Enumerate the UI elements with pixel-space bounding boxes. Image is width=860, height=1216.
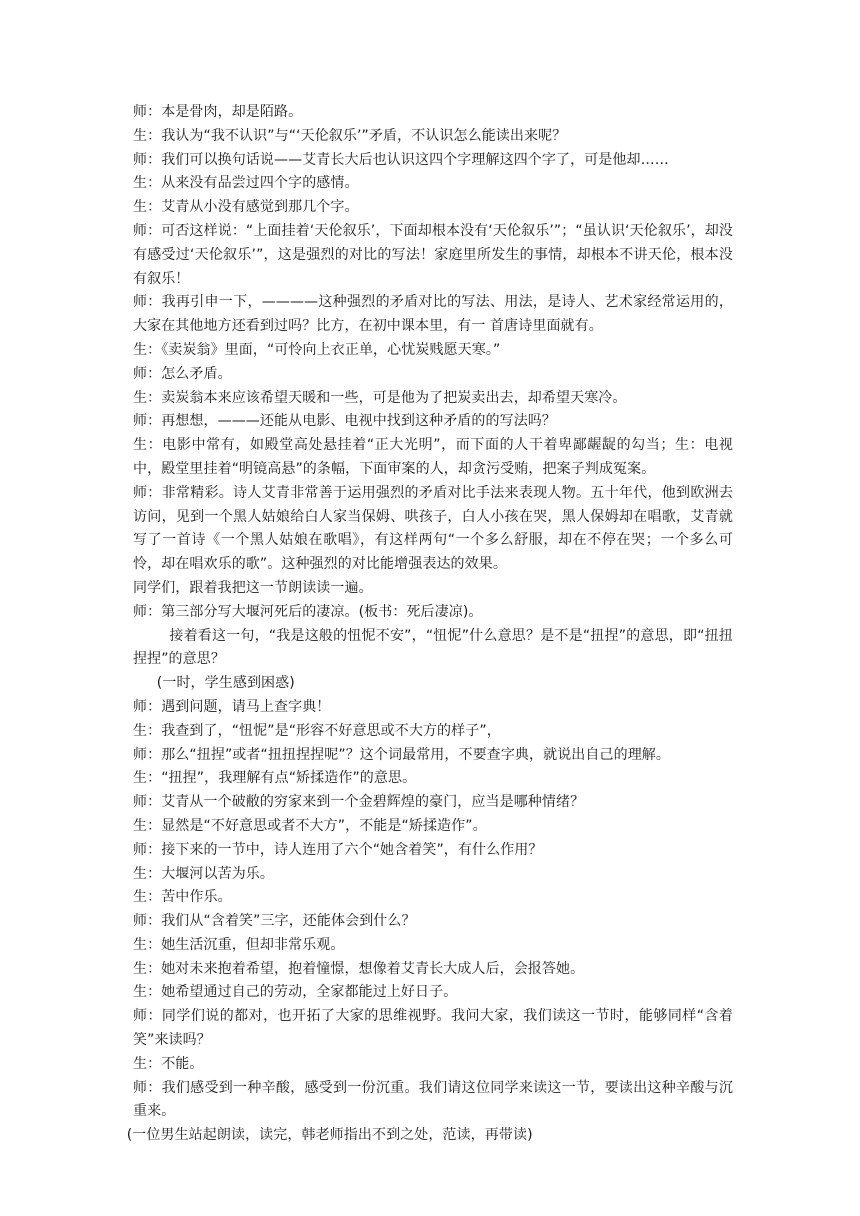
- paragraph: 生：我查到了，“忸怩”是“形容不好意思或不大方的样子”，: [133, 722, 501, 739]
- paragraph: 同学们，跟着我把这一节朗读读一遍。: [133, 579, 373, 596]
- paragraph: 师：同学们说的都对，也开拓了大家的思维视野。我问大家，我们读这一节时，能够同样“含着笑”来读吗？: [133, 1008, 733, 1049]
- paragraph: 生：《卖炭翁》里面，“可怜向上衣正单，心忧炭贱愿天寒。”: [133, 341, 501, 358]
- paragraph: 生：卖炭翁本来应该希望天暖和一些，可是他为了把炭卖出去，却希望天寒冷。: [133, 389, 627, 406]
- paragraph: 师：我们可以换句话说——艾青长大后也认识这四个字理解这四个字了，可是他却……: [133, 151, 669, 168]
- paragraph: 生：不能。: [133, 1055, 204, 1072]
- paragraph: 生：我认为“我不认识”与“‘天伦叙乐’”矛盾，不认识怎么能读出来呢？: [133, 127, 567, 144]
- paragraph: 师：艾青从一个破敝的穷家来到一个金碧辉煌的豪门，应当是哪种情绪？: [133, 794, 585, 811]
- paragraph: 师：本是骨肉，却是陌路。: [133, 104, 303, 120]
- paragraph: 师：第三部分写大堰河死后的凄凉。(板书：死后凄凉)。: [133, 603, 483, 620]
- paragraph: 生：艾青从小没有感觉到那几个字。: [133, 199, 359, 216]
- paragraph: 生：电影中常有，如殿堂高处悬挂着“正大光明”，而下面的人干着卑鄙龌龊的勾当；生：电视中，殿堂里挂着“明镜高悬”的条幅，下面审案的人，却贪污受贿，把案子判成冤案。: [133, 437, 733, 477]
- paragraph: 师：我们感受到一种辛酸，感受到一份沉重。我们请这位同学来读这一节，要读出这种辛酸与沉重来。: [133, 1079, 733, 1120]
- paragraph: 师：再想想，———还能从电影、电视中找到这种矛盾的的写法吗？: [133, 413, 556, 430]
- paragraph: 生：“扭捏”，我理解有点“矫揉造作”的意思。: [133, 770, 417, 787]
- paragraph: 生：显然是“不好意思或者不大方”，不能是“矫揉造作”。: [133, 817, 487, 834]
- paragraph: 生：她对未来抱着希望，抱着憧憬，想像着艾青长大成人后，会报答她。: [133, 960, 585, 977]
- paragraph: 师：那么“扭捏”或者“扭扭捏捏呢”？这个词最常用，不要查字典，就说出自己的理解。: [133, 746, 671, 763]
- paragraph: 生：她希望通过自己的劳动，全家都能过上好日子。: [133, 984, 458, 1001]
- paragraph: 师：我们从“含着笑”三字，还能体会到什么？: [133, 913, 416, 930]
- paragraph: 生：大堰河以苦为乐。: [133, 865, 274, 882]
- paragraph: 师：可否这样说：“上面挂着‘天伦叙乐’，下面却根本没有‘天伦叙乐’”；“虽认识‘天伦叙乐’，却没有感受过‘天伦叙乐’”，这是强烈的对比的写法！家庭里所发生的事情，却根本不讲天伦，根本没有叙乐！: [133, 222, 733, 287]
- stage-note: (一位男生站起朗读，读完，韩老师指出不到之处，范读，再带读): [126, 1127, 533, 1144]
- lesson-transcript: [126, 101, 733, 1148]
- paragraph: 生：从来没有品尝过四个字的感情。: [133, 175, 359, 192]
- paragraph: 生：苦中作乐。: [133, 889, 232, 906]
- paragraph: 生：她生活沉重，但却非常乐观。: [133, 936, 345, 953]
- paragraph: 师：非常精彩。诗人艾青非常善于运用强烈的矛盾对比手法来表现人物。五十年代，他到欧洲去访问，见到一个黑人姑娘给白人家当保姆、哄孩子，白人小孩在哭，黑人保姆却在唱歌，艾青就写了一首诗《一个黑人姑娘在歌唱》，有这样两句“一个多么舒服，却在不停在哭；一个多么可怜，却在唱欢乐的歌”。这种强烈的对比能增强表达的效果。: [133, 484, 733, 573]
- paragraph: 师：遇到问题，请马上查字典！: [133, 698, 331, 715]
- paragraph: 师：我再引申一下，————这种强烈的矛盾对比的写法、用法，是诗人、艺术家经常运用的，大家在其他地方还看到过吗？比方，在初中课本里，有一 首唐诗里面就有。: [133, 294, 733, 335]
- paragraph: 师：接下来的一节中，诗人连用了六个“她含着笑”，有什么作用？: [133, 841, 543, 858]
- paragraph: 接着看这一句，“我是这般的忸怩不安”，“忸怩”什么意思？是不是“扭捏”的意思，即“扭扭捏捏”的意思？: [133, 627, 733, 668]
- stage-note: (一时，学生感到困惑): [156, 675, 295, 692]
- paragraph: 师：怎么矛盾。: [133, 365, 232, 382]
